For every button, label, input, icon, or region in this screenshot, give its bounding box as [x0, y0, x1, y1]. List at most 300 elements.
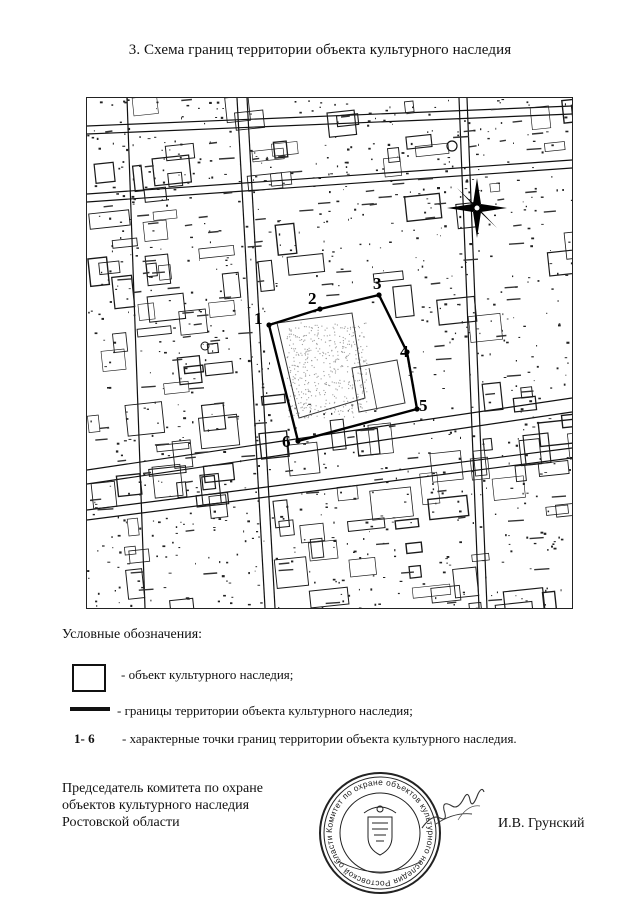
heritage-lot-stipple [357, 397, 358, 398]
map-texture-dot [99, 148, 102, 150]
map-texture-dot [450, 288, 452, 289]
heritage-lot-stipple [301, 322, 302, 323]
map-texture-dot [523, 429, 524, 430]
map-texture-dot [107, 387, 110, 389]
map-label-mark [500, 140, 506, 141]
map-texture-dot [452, 276, 453, 277]
map-texture-dot [164, 159, 165, 160]
map-texture-dot [282, 256, 283, 257]
map-texture-dot [340, 248, 342, 249]
map-texture-dot [407, 494, 409, 495]
map-label-mark [145, 166, 154, 167]
map-texture-dot [434, 374, 437, 375]
map-texture-dot [362, 214, 364, 216]
map-texture-dot [139, 528, 141, 530]
signer-position [62, 780, 263, 831]
map-texture-dot [426, 198, 428, 199]
map-texture-dot [471, 407, 474, 408]
map-texture-dot [183, 411, 185, 412]
map-texture-dot [150, 247, 153, 248]
map-texture-dot [320, 102, 322, 103]
map-texture-dot [295, 552, 296, 553]
map-texture-dot [154, 137, 156, 138]
map-texture-dot [447, 556, 450, 558]
heritage-lot-stipple [316, 377, 317, 378]
map-texture-dot [161, 150, 163, 151]
map-texture-dot [444, 303, 447, 305]
map-texture-dot [340, 492, 342, 494]
map-texture-dot [210, 325, 211, 327]
heritage-lot-stipple [339, 336, 340, 337]
map-texture-dot [126, 412, 128, 413]
heritage-lot-stipple [344, 396, 345, 397]
heritage-lot-stipple [361, 384, 362, 385]
heritage-lot-stipple [308, 417, 309, 418]
map-texture-dot [123, 161, 125, 163]
heritage-lot-stipple [323, 390, 324, 391]
map-label-mark [326, 602, 340, 603]
map-texture-dot [322, 250, 324, 252]
map-texture-dot [170, 496, 171, 497]
heritage-lot-stipple [333, 361, 334, 362]
boundary-point-label-6: 6 [282, 432, 291, 451]
heritage-lot-stipple [328, 385, 329, 386]
map-texture-dot [116, 450, 118, 452]
heritage-lot-stipple [290, 340, 291, 341]
heritage-lot-stipple [338, 411, 339, 412]
heritage-lot-stipple [353, 332, 354, 333]
map-texture-dot [482, 560, 485, 561]
map-texture-dot [523, 493, 524, 495]
map-texture-dot [423, 189, 425, 191]
map-texture-dot [567, 363, 569, 364]
heritage-lot-stipple [325, 342, 326, 343]
map-texture-dot [248, 307, 251, 308]
map-label-mark [389, 426, 396, 427]
map-texture-dot [484, 559, 485, 561]
building-outline [209, 495, 228, 519]
heritage-lot-stipple [310, 391, 311, 392]
map-texture-dot [495, 514, 496, 515]
map-label-mark [155, 444, 169, 445]
map-texture-dot [449, 161, 450, 162]
heritage-lot-stipple [343, 406, 344, 407]
heritage-lot-stipple [318, 351, 319, 352]
map-texture-dot [316, 494, 318, 495]
map-texture-dot [368, 120, 371, 122]
heritage-lot-stipple [320, 406, 321, 407]
heritage-lot-stipple [314, 334, 315, 335]
heritage-lot-stipple [346, 398, 347, 399]
map-texture-dot [144, 460, 146, 461]
heritage-lot-stipple [301, 378, 302, 379]
map-texture-dot [182, 116, 184, 117]
heritage-lot-stipple [352, 411, 353, 412]
map-texture-dot [210, 241, 211, 243]
building-outline [431, 585, 461, 603]
heritage-lot-stipple [319, 353, 320, 354]
map-texture-dot [378, 604, 381, 605]
map-texture-dot [534, 380, 535, 381]
building-outline [279, 520, 295, 536]
map-label-mark [408, 458, 419, 459]
heritage-lot-stipple [350, 328, 351, 329]
building-outline [209, 300, 236, 317]
heritage-lot-stipple [347, 330, 348, 331]
map-texture-dot [206, 299, 208, 301]
map-texture-dot [571, 262, 572, 264]
map-texture-dot [204, 123, 205, 124]
map-texture-dot [432, 130, 433, 132]
heritage-lot-stipple [289, 330, 290, 331]
map-texture-dot [385, 467, 387, 469]
heritage-lot-stipple [314, 409, 315, 410]
map-texture-dot [258, 209, 259, 210]
map-texture-dot [128, 493, 130, 495]
heritage-lot-stipple [306, 407, 307, 408]
map-texture-dot [136, 255, 138, 257]
map-label-mark [195, 452, 209, 453]
map-texture-dot [408, 471, 409, 473]
map-texture-dot [452, 338, 454, 340]
heritage-lot-stipple [334, 332, 335, 333]
map-texture-dot [156, 556, 158, 558]
map-texture-dot [328, 211, 330, 212]
map-texture-dot [205, 359, 206, 361]
map-texture-dot [369, 113, 372, 115]
heritage-lot-stipple [319, 392, 320, 393]
heritage-lot-stipple [294, 368, 295, 369]
heritage-lot-stipple [307, 370, 308, 371]
map-texture-dot [532, 427, 535, 428]
map-texture-dot [527, 282, 529, 283]
map-texture-dot [261, 163, 262, 164]
building-outline [205, 361, 233, 375]
map-texture-dot [327, 157, 329, 159]
map-texture-dot [479, 459, 482, 460]
map-texture-dot [139, 481, 142, 483]
map-label-mark [347, 437, 354, 438]
map-texture-dot [109, 362, 111, 364]
map-texture-dot [179, 353, 180, 354]
street-line [87, 412, 572, 484]
heritage-lot-stipple [352, 412, 353, 413]
heritage-lot-stipple [366, 363, 367, 364]
map-texture-dot [269, 469, 271, 470]
map-texture-dot [552, 543, 554, 545]
map-texture-dot [491, 320, 492, 322]
map-texture-dot [480, 128, 481, 130]
heritage-lot-stipple [292, 405, 293, 406]
building-outline [544, 142, 565, 152]
map-texture-dot [435, 597, 436, 599]
map-label-mark [513, 121, 523, 122]
map-texture-dot [176, 555, 178, 556]
map-texture-dot [477, 353, 479, 355]
heritage-lot-stipple [296, 398, 297, 399]
map-texture-dot [527, 101, 529, 103]
map-texture-dot [511, 390, 513, 391]
map-texture-dot [236, 274, 238, 276]
heritage-lot-stipple [348, 388, 349, 389]
map-label-mark [322, 284, 332, 285]
map-texture-dot [136, 247, 139, 248]
map-texture-dot [92, 137, 94, 139]
heritage-lot-stipple [316, 348, 317, 349]
map-texture-dot [540, 474, 543, 475]
map-texture-dot [413, 230, 415, 231]
map-texture-dot [117, 567, 119, 568]
map-texture-dot [224, 174, 227, 175]
map-label-mark [278, 156, 285, 157]
heritage-lot-stipple [326, 328, 327, 329]
heritage-lot-stipple [291, 348, 292, 349]
heritage-lot-stipple [319, 348, 320, 349]
map-texture-dot [258, 465, 260, 467]
map-texture-dot [422, 266, 424, 268]
legend-title: Условные обозначения: [62, 627, 203, 642]
map-label-mark [425, 217, 435, 218]
heritage-lot-stipple [305, 389, 306, 390]
heritage-lot-stipple [290, 396, 291, 397]
map-texture-dot [172, 373, 173, 375]
map-texture-dot [129, 439, 132, 440]
map-texture-dot [473, 522, 474, 524]
map-texture-dot [440, 308, 441, 309]
heritage-lot-stipple [318, 332, 319, 333]
map-texture-dot [110, 301, 112, 303]
map-label-mark [306, 492, 319, 493]
map-texture-dot [526, 206, 527, 207]
map-texture-dot [518, 507, 519, 509]
legend-text-points: - характерные точки границ территории объекта культурного наследия. [122, 731, 517, 746]
map-texture-dot [252, 356, 253, 357]
legend-symbol-boundary-line [70, 707, 110, 711]
map-texture-dot [565, 357, 568, 358]
map-texture-dot [383, 270, 384, 271]
building-outline [262, 394, 286, 405]
map-texture-dot [229, 583, 232, 584]
map-texture-dot [517, 180, 520, 181]
building-outline [132, 98, 158, 116]
heritage-lot-stipple [338, 382, 339, 383]
map-texture-dot [459, 458, 462, 460]
map-texture-dot [471, 494, 472, 495]
map-texture-dot [470, 374, 471, 376]
map-texture-dot [230, 146, 231, 147]
map-texture-dot [157, 188, 160, 190]
map-texture-dot [158, 521, 161, 523]
heritage-lot-stipple [301, 391, 302, 392]
map-texture-dot [256, 440, 258, 442]
map-texture-dot [412, 107, 413, 109]
map-texture-dot [375, 118, 376, 119]
map-texture-dot [390, 180, 392, 182]
heritage-lot-stipple [334, 411, 335, 412]
heritage-lot-stipple [351, 336, 352, 337]
map-texture-dot [219, 230, 222, 231]
heritage-lot-stipple [361, 332, 362, 333]
map-texture-dot [416, 257, 417, 258]
map-texture-dot [218, 601, 220, 603]
heritage-lot-stipple [314, 382, 315, 383]
map-texture-dot [169, 300, 171, 301]
map-texture-dot [510, 488, 513, 489]
map-texture-dot [222, 575, 225, 577]
heritage-lot-stipple [302, 410, 303, 411]
map-texture-dot [219, 518, 222, 520]
heritage-lot-stipple [293, 382, 294, 383]
map-label-mark [418, 179, 433, 180]
heritage-lot-stipple [297, 366, 298, 367]
map-texture-dot [528, 228, 531, 230]
building-outline [138, 303, 155, 321]
map-texture-dot [472, 435, 475, 437]
map-texture-dot [256, 437, 258, 438]
map-texture-dot [420, 419, 422, 420]
heritage-lot-stipple [342, 387, 343, 388]
heritage-lot-stipple [317, 334, 318, 335]
building-outline [395, 519, 419, 529]
heritage-lot-stipple [287, 336, 288, 337]
map-texture-dot [427, 131, 428, 133]
map-texture-dot [463, 592, 465, 594]
map-texture-dot [155, 402, 156, 404]
map-texture-dot [159, 341, 161, 343]
map-texture-dot [516, 360, 517, 362]
building-outline [492, 476, 525, 501]
map-texture-dot [295, 101, 297, 103]
building-outline [145, 254, 171, 286]
heritage-lot-stipple [340, 327, 341, 328]
map-texture-dot [488, 131, 490, 132]
heritage-lot-stipple [299, 362, 300, 363]
map-texture-dot [428, 452, 431, 454]
building-outline [137, 326, 171, 337]
boundary-point-marker-6 [295, 438, 300, 443]
heritage-lot-stipple [298, 379, 299, 380]
heritage-lot-stipple [335, 324, 336, 325]
map-texture-dot [256, 531, 258, 532]
map-texture-dot [360, 244, 362, 245]
map-texture-dot [347, 543, 348, 545]
heritage-lot-stipple [304, 326, 305, 327]
building-outline [503, 588, 545, 608]
map-texture-dot [196, 487, 198, 488]
map-texture-dot [102, 318, 105, 320]
map-texture-dot [226, 338, 229, 339]
map-texture-dot [180, 157, 182, 159]
heritage-lot-stipple [321, 326, 322, 327]
heritage-lot-stipple [356, 358, 357, 359]
heritage-lot-stipple [363, 360, 364, 361]
map-texture-dot [397, 157, 398, 158]
heritage-lot-stipple [349, 381, 350, 382]
heritage-lot-stipple [365, 388, 366, 389]
map-texture-dot [469, 332, 470, 333]
map-texture-dot [554, 548, 557, 550]
heritage-lot-stipple [360, 373, 361, 374]
map-texture-dot [392, 124, 393, 125]
heritage-lot-stipple [323, 362, 324, 363]
heritage-lot-stipple [360, 385, 361, 386]
map-texture-dot [544, 604, 546, 606]
map-texture-dot [233, 310, 236, 312]
map-texture-dot [192, 247, 194, 248]
map-texture-dot [157, 423, 158, 424]
map-texture-dot [121, 167, 123, 168]
map-texture-dot [197, 491, 200, 492]
map-texture-dot [418, 193, 420, 194]
map-texture-dot [113, 187, 116, 189]
signer-name: И.В. Грунский [498, 816, 585, 831]
map-texture-dot [189, 197, 192, 199]
building-outline [405, 193, 442, 221]
map-texture-dot [460, 437, 461, 439]
map-texture-dot [481, 355, 483, 357]
map-label-mark [366, 190, 374, 191]
map-texture-dot [367, 125, 369, 127]
map-label-mark [534, 569, 549, 570]
map-texture-dot [444, 164, 446, 165]
map-texture-dot [524, 209, 526, 210]
map-texture-dot [513, 317, 514, 318]
map-label-mark [118, 460, 127, 461]
map-texture-dot [183, 417, 186, 419]
heritage-lot-stipple [293, 415, 294, 416]
map-texture-dot [505, 534, 507, 536]
map-texture-dot [495, 128, 496, 130]
map-texture-dot [332, 251, 335, 252]
heritage-lot-stipple [300, 353, 301, 354]
heritage-lot-stipple [307, 358, 308, 359]
map-texture-dot [395, 194, 398, 195]
map-texture-dot [351, 405, 353, 406]
map-label-mark [90, 499, 101, 500]
map-texture-dot [117, 286, 118, 287]
heritage-lot-stipple [306, 351, 307, 352]
map-texture-dot [386, 110, 389, 112]
map-texture-dot [254, 152, 255, 154]
map-texture-dot [226, 581, 228, 582]
heritage-lot-stipple [329, 363, 330, 364]
heritage-lot-stipple [365, 360, 366, 361]
map-texture-dot [504, 377, 507, 378]
map-texture-dot [243, 530, 244, 532]
map-texture-dot [280, 244, 281, 246]
map-texture-dot [457, 501, 459, 503]
map-texture-dot [149, 171, 151, 173]
map-texture-dot [145, 187, 148, 189]
heritage-lot-stipple [340, 342, 341, 343]
map-texture-dot [399, 469, 401, 470]
map-texture-dot [333, 547, 335, 548]
map-texture-dot [332, 256, 334, 257]
map-texture-dot [337, 121, 339, 123]
map-texture-dot [466, 327, 468, 328]
map-texture-dot [393, 517, 396, 518]
map-texture-dot [333, 540, 336, 542]
heritage-lot-stipple [337, 358, 338, 359]
map-texture-dot [324, 453, 326, 455]
map-texture-dot [454, 294, 456, 295]
map-texture-dot [538, 398, 541, 400]
heritage-lot-stipple [323, 371, 324, 372]
map-texture-dot [193, 173, 195, 175]
map-texture-dot [332, 537, 335, 538]
heritage-lot-stipple [358, 326, 359, 327]
map-texture-dot [336, 201, 339, 203]
